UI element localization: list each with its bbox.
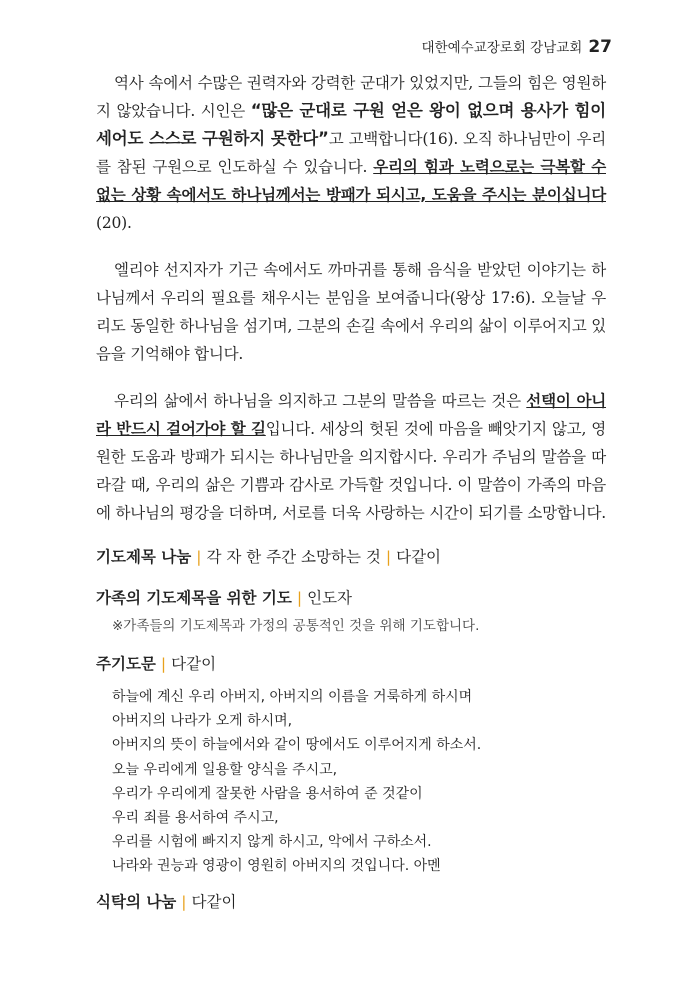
p3-text-a: 우리의 삶에서 하나님을 의지하고 그분의 말씀을 따르는 것은 — [114, 392, 527, 410]
page-content — [96, 69, 606, 913]
prayer-line: 나라와 권능과 영광이 영원히 아버지의 것입니다. 아멘 — [112, 858, 441, 875]
p1-emphasis: 우리의 힘과 노력으로는 극복할 수 없는 상황 속에서도 하나님께서는 방패가 되시고, 도움을 주시는 분이십니다 — [96, 158, 606, 204]
page-header — [422, 36, 612, 57]
paragraph-2: 엘리야 선지자가 기근 속에서도 까마귀를 통해 음식을 받았던 이야기는 하나님께서 우리의 필요를 채우시는 분임을 보여줍니다(왕상 17:6). 오늘날 우리도 동일한 하나님을 섬기며, 그분의 손길 속에서 우리의 삶이 이루어지고 있음을 기억해야 합니다. — [96, 261, 606, 363]
section-prayer-sharing — [96, 546, 606, 568]
p3-text-b: 입니다. 세상의 헛된 것에 마음을 빼앗기지 않고, 영원한 도움과 방패가 되시는 하나님만을 의지합시다. 우리가 주님의 말씀을 따라갈 때, 우리의 삶은 기쁨과 감사로 가득할 것입니다. 이 말씀이 가족의 마음에 하나님의 평강을 더하며, 서로를 더욱 사랑하는 시간이 되기를 소망합니다. — [96, 420, 606, 522]
p1-text-c: (20). — [96, 214, 132, 232]
church-name: 대한예수교장로회 강남교회 — [421, 40, 583, 56]
lords-prayer-text — [112, 685, 606, 879]
prayer-line: 아버지의 나라가 오게 하시며, — [112, 713, 293, 730]
p1-quote: “많은 군대로 구원 얻은 왕이 없으며 용사가 힘이 세어도 스스로 구원하지 못한다” — [96, 101, 606, 148]
prayer-line: 우리가 우리에게 잘못한 사람을 용서하여 준 것같이 — [112, 785, 423, 802]
paragraph-3 — [96, 387, 606, 527]
prayer-line: 하늘에 계신 우리 아버지, 아버지의 이름을 거룩하게 하시며 — [112, 689, 473, 705]
family-prayer-note: ※가족들의 기도제목과 가정의 공통적인 것을 위해 기도합니다. — [112, 618, 480, 634]
section-title: 주기도문 — [96, 655, 156, 673]
separator: | — [160, 655, 167, 673]
separator: | — [181, 892, 187, 911]
paragraph-1 — [96, 69, 606, 237]
section-who: 다같이 — [191, 892, 237, 911]
prayer-line: 우리 죄를 용서하여 주시고, — [112, 810, 279, 827]
separator: | — [296, 589, 303, 607]
section-who: 다같이 — [396, 548, 442, 566]
page-number: 27 — [588, 37, 612, 57]
p3-emphasis: 선택이 아니라 반드시 걸어가야 할 길 — [96, 392, 607, 438]
prayer-line: 오늘 우리에게 일용할 양식을 주시고, — [112, 761, 338, 778]
section-lords-prayer — [96, 653, 606, 675]
section-table-sharing — [96, 891, 606, 913]
p1-text-b: 고 고백합니다(16). 오직 하나님만이 우리를 참된 구원으로 인도하실 수 있습니다. — [96, 130, 606, 176]
prayer-line: 우리를 시험에 빠지지 않게 하시고, 악에서 구하소서. — [112, 834, 432, 851]
separator: | — [196, 548, 202, 566]
section-who: 인도자 — [307, 589, 353, 607]
section-title: 가족의 기도제목을 위한 기도 — [96, 589, 292, 607]
p1-text-a: 역사 속에서 수많은 권력자와 강력한 군대가 있었지만, 그들의 힘은 영원하지 않았습니다. 시인은 — [96, 74, 606, 120]
section-desc: 각 자 한 주간 소망하는 것 — [206, 548, 381, 566]
prayer-line: 아버지의 뜻이 하늘에서와 같이 땅에서도 이루어지게 하소서. — [112, 737, 482, 754]
section-who: 다같이 — [171, 655, 217, 673]
section-family-prayer — [96, 587, 606, 609]
section-title: 식탁의 나눔 — [96, 892, 177, 911]
separator: | — [385, 548, 392, 566]
section-title: 기도제목 나눔 — [96, 548, 192, 566]
